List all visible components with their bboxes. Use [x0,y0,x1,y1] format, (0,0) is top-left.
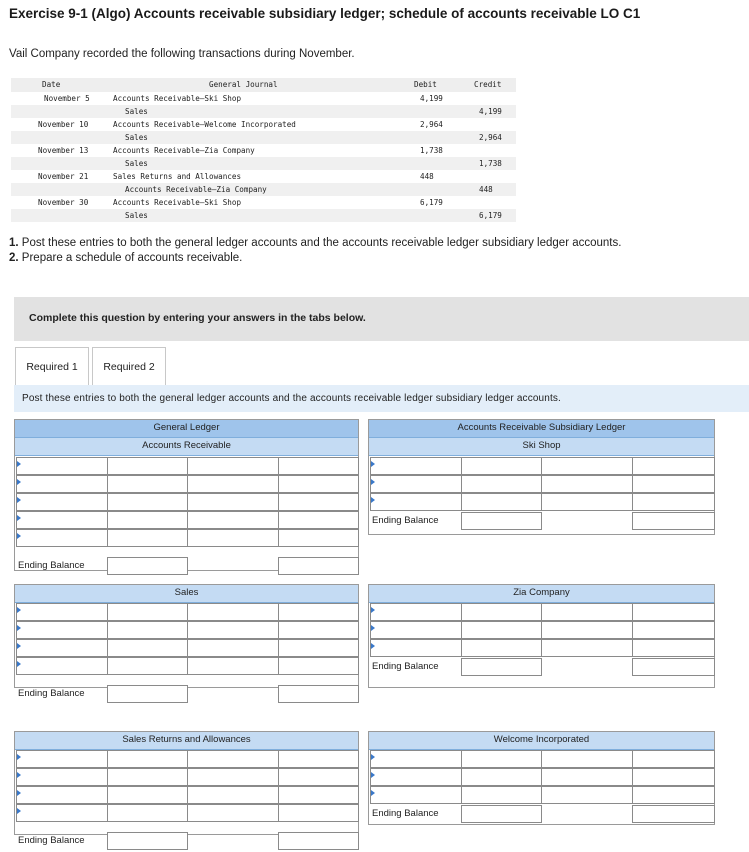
ledger-debit-cell-input[interactable] [462,497,541,513]
ledger-debit-cell[interactable] [107,750,188,768]
journal-row [11,196,516,209]
journal-row [11,209,516,222]
ledger-date-cell-input[interactable] [17,533,107,549]
journal-row [11,183,516,196]
banner-text: Complete this question by entering your answers in the tabs below. [29,312,366,324]
question-1-text: Post these entries to both the general ledger accounts and the accounts receivable ledger subsidiary ledger accounts. [21,237,622,249]
ledger-credit-cell[interactable] [632,750,715,768]
ledger-date-cell[interactable] [16,804,108,822]
ledger-debit-cell[interactable] [541,457,633,475]
ending-balance-credit-cell-input[interactable] [279,689,358,705]
ledger-debit-cell-input[interactable] [108,533,187,549]
ledger-date-cell[interactable] [370,621,462,639]
journal-debit: 6,179 [420,198,443,207]
journal-row [11,118,516,131]
ledger-debit-cell[interactable] [541,621,633,639]
ledger-debit-cell[interactable] [541,493,633,511]
ledger-date-cell[interactable] [370,457,462,475]
question-2-number: 2. [9,252,19,264]
ledger-credit-cell[interactable] [632,621,715,639]
question-2 [9,252,242,264]
ledger-date-cell-input[interactable] [17,808,107,824]
journal-row [11,105,516,118]
ledger-debit-cell-input[interactable] [542,643,632,659]
ledger-debit-cell[interactable] [107,529,188,547]
journal-account: Sales [125,107,148,116]
instructions-banner [14,297,749,341]
journal-date: November 5 [44,94,90,103]
ending-balance-debit-cell[interactable] [461,512,542,530]
ledger-debit-cell[interactable] [541,750,633,768]
ledger-debit-cell-input[interactable] [188,808,278,824]
journal-date: November 10 [38,120,89,129]
ending-balance-debit-cell[interactable] [107,832,188,850]
ending-balance-label: Ending Balance [18,688,85,699]
ledger-date-cell-input[interactable] [371,790,461,806]
ending-balance-label: Ending Balance [372,515,439,526]
ledger-credit-cell-input[interactable] [633,643,714,659]
tab-required-1[interactable]: Required 1 [15,347,89,385]
journal-debit: 4,199 [420,94,443,103]
ending-balance-credit-cell[interactable] [278,685,359,703]
ledger-debit-cell[interactable] [461,750,542,768]
ledger-credit-cell[interactable] [632,475,715,493]
ending-balance-credit-cell[interactable] [632,805,715,823]
ledger-credit-cell-input[interactable] [633,497,714,513]
account-title: Sales [15,585,358,603]
general-journal [11,78,516,222]
journal-date-header: Date [42,80,61,89]
ledger-date-cell[interactable] [370,475,462,493]
account-title: Zia Company [369,585,714,603]
ledger-credit-cell-input[interactable] [279,533,358,549]
ledger-date-cell[interactable] [370,603,462,621]
subsidiary-ledger-header: Accounts Receivable Subsidiary Ledger [369,420,714,438]
ledger-debit-cell[interactable] [107,475,188,493]
ledger-date-cell[interactable] [16,639,108,657]
ledger-date-cell[interactable] [370,493,462,511]
ledger-credit-cell[interactable] [278,603,359,621]
ledger-debit-cell[interactable] [461,603,542,621]
ledger-debit-cell[interactable] [187,639,279,657]
ledger-debit-cell-input[interactable] [188,661,278,677]
tab-instruction [14,385,749,412]
journal-account: Accounts Receivable—Zia Company [125,185,267,194]
tab-required-2[interactable]: Required 2 [92,347,166,385]
journal-credit: 2,964 [479,133,502,142]
ledger-debit-cell[interactable] [107,493,188,511]
ledger-credit-cell[interactable] [278,804,359,822]
ledger-date-cell[interactable] [16,768,108,786]
journal-debit-header: Debit [414,80,437,89]
journal-general-header: General Journal [209,80,278,89]
journal-debit: 2,964 [420,120,443,129]
ledger-debit-cell[interactable] [107,804,188,822]
ledger-debit-cell[interactable] [187,750,279,768]
ledger-debit-cell[interactable] [187,475,279,493]
ledger-debit-cell-input[interactable] [462,790,541,806]
journal-row [11,131,516,144]
ledger-credit-cell[interactable] [278,768,359,786]
subsidiary-ledger-account [368,419,715,535]
ending-balance-credit-cell-input[interactable] [279,836,358,852]
ledger-debit-cell-input[interactable] [108,661,187,677]
ending-balance-credit-cell-input[interactable] [279,561,358,577]
ledger-credit-cell[interactable] [278,750,359,768]
ending-balance-credit-cell[interactable] [632,512,715,530]
ledger-credit-cell[interactable] [632,768,715,786]
ledger-debit-cell[interactable] [461,457,542,475]
ledger-credit-cell[interactable] [632,639,715,657]
ledger-date-cell[interactable] [16,511,108,529]
ending-balance-label: Ending Balance [18,835,85,846]
account-title: Ski Shop [369,438,714,456]
journal-header [11,78,516,92]
ending-balance-debit-cell-input[interactable] [462,516,541,532]
ledger-debit-cell-input[interactable] [188,533,278,549]
general-ledger-header: General Ledger [15,420,358,438]
ledger-date-cell[interactable] [16,621,108,639]
ledger-debit-cell[interactable] [187,457,279,475]
ledger-debit-cell[interactable] [187,529,279,547]
ledger-date-cell[interactable] [16,786,108,804]
ledger-debit-cell[interactable] [107,639,188,657]
ledger-date-cell[interactable] [16,457,108,475]
ledger-credit-cell[interactable] [278,457,359,475]
ledger-debit-cell[interactable] [541,603,633,621]
ledger-debit-cell[interactable] [541,768,633,786]
ledger-date-cell[interactable] [16,475,108,493]
ledger-debit-cell[interactable] [187,511,279,529]
journal-row [11,170,516,183]
journal-account: Accounts Receivable—Zia Company [113,146,255,155]
ledger-debit-cell[interactable] [187,621,279,639]
ledger-debit-cell[interactable] [461,621,542,639]
journal-account: Accounts Receivable—Welcome Incorporated [113,120,296,129]
ledger-debit-cell-input[interactable] [542,497,632,513]
ledger-credit-cell-input[interactable] [279,808,358,824]
ledger-debit-cell[interactable] [107,786,188,804]
journal-credit: 448 [479,185,493,194]
ledger-debit-cell[interactable] [187,493,279,511]
ledger-date-cell-input[interactable] [371,643,461,659]
journal-account: Sales [125,159,148,168]
account-title: Welcome Incorporated [369,732,714,750]
ledger-credit-cell[interactable] [278,475,359,493]
ledger-debit-cell[interactable] [107,603,188,621]
ledger-debit-cell[interactable] [187,786,279,804]
journal-credit: 1,738 [479,159,502,168]
subsidiary-ledger-account [368,731,715,825]
ending-balance-debit-cell-input[interactable] [108,561,187,577]
page-title: Exercise 9-1 (Algo) Accounts receivable subsidiary ledger; schedule of accounts receivable LO C1 [9,6,641,21]
ending-balance-label: Ending Balance [372,808,439,819]
journal-account: Accounts Receivable—Ski Shop [113,94,242,103]
ledger-debit-cell[interactable] [541,639,633,657]
ledger-credit-cell-input[interactable] [633,790,714,806]
ledger-credit-cell[interactable] [632,457,715,475]
general-ledger-account [14,731,359,846]
ledger-debit-cell[interactable] [461,786,542,804]
general-ledger-account [14,419,359,571]
ending-balance-debit-cell-input[interactable] [462,809,541,825]
ledger-debit-cell[interactable] [187,804,279,822]
ending-balance-debit-cell[interactable] [461,658,542,676]
journal-account: Sales [125,211,148,220]
ending-balance-debit-cell-input[interactable] [108,836,187,852]
journal-debit: 448 [420,172,434,181]
ledger-date-cell[interactable] [370,786,462,804]
ledger-date-cell[interactable] [16,750,108,768]
question-2-text: Prepare a schedule of accounts receivable. [21,252,243,264]
ledger-debit-cell[interactable] [541,786,633,804]
ledger-credit-cell[interactable] [632,603,715,621]
ledger-credit-cell[interactable] [278,621,359,639]
ending-balance-debit-cell-input[interactable] [108,689,187,705]
journal-row [11,144,516,157]
ending-balance-debit-cell[interactable] [107,685,188,703]
ledger-date-cell-input[interactable] [371,497,461,513]
ledger-credit-cell[interactable] [632,493,715,511]
journal-date: November 21 [38,172,89,181]
ledger-credit-cell[interactable] [278,529,359,547]
ledger-debit-cell[interactable] [107,511,188,529]
ending-balance-credit-cell-input[interactable] [633,809,714,825]
ending-balance-label: Ending Balance [372,661,439,672]
journal-row [11,92,516,105]
ending-balance-debit-cell[interactable] [461,805,542,823]
ledger-debit-cell[interactable] [461,639,542,657]
ending-balance-label: Ending Balance [18,560,85,571]
ending-balance-credit-cell[interactable] [278,832,359,850]
journal-debit: 1,738 [420,146,443,155]
intro-text: Vail Company recorded the following transactions during November. [9,48,355,60]
ledger-debit-cell[interactable] [107,657,188,675]
question-1-number: 1. [9,237,19,249]
subsidiary-ledger-account [368,584,715,688]
ledger-credit-cell[interactable] [278,511,359,529]
tab-instruction-text: Post these entries to both the general ledger accounts and the accounts receivable ledger subsidiary ledger accounts. [22,393,561,404]
general-ledger-account [14,584,359,699]
ledger-debit-cell[interactable] [461,768,542,786]
ledger-debit-cell[interactable] [461,475,542,493]
ending-balance-debit-cell[interactable] [107,557,188,575]
ledger-date-cell[interactable] [16,529,108,547]
ledger-debit-cell-input[interactable] [462,643,541,659]
journal-credit: 6,179 [479,211,502,220]
ledger-debit-cell-input[interactable] [542,790,632,806]
ledger-credit-cell[interactable] [278,657,359,675]
ledger-date-cell[interactable] [16,657,108,675]
ledger-credit-cell[interactable] [278,493,359,511]
journal-date: November 30 [38,198,89,207]
ledger-debit-cell-input[interactable] [108,808,187,824]
journal-credit: 4,199 [479,107,502,116]
ledger-date-cell[interactable] [16,603,108,621]
ledger-credit-cell-input[interactable] [279,661,358,677]
journal-account: Accounts Receivable—Ski Shop [113,198,242,207]
ledger-credit-cell[interactable] [278,786,359,804]
journal-account: Sales [125,133,148,142]
ledger-debit-cell[interactable] [107,457,188,475]
ledger-debit-cell[interactable] [187,768,279,786]
ledger-credit-cell[interactable] [632,786,715,804]
account-title: Accounts Receivable [15,438,358,456]
ledger-debit-cell[interactable] [541,475,633,493]
journal-account: Sales Returns and Allowances [113,172,242,181]
journal-row [11,157,516,170]
ending-balance-debit-cell-input[interactable] [462,662,541,678]
journal-date: November 13 [38,146,89,155]
ledger-debit-cell[interactable] [461,493,542,511]
ending-balance-credit-cell-input[interactable] [633,516,714,532]
ledger-debit-cell[interactable] [107,768,188,786]
ending-balance-credit-cell-input[interactable] [633,662,714,678]
ending-balance-credit-cell[interactable] [278,557,359,575]
journal-credit-header: Credit [474,80,502,89]
ledger-credit-cell[interactable] [278,639,359,657]
account-title: Sales Returns and Allowances [15,732,358,750]
ledger-debit-cell[interactable] [187,603,279,621]
ledger-date-cell[interactable] [16,493,108,511]
ledger-date-cell[interactable] [370,768,462,786]
ledger-debit-cell[interactable] [187,657,279,675]
ledger-date-cell-input[interactable] [17,661,107,677]
ledger-date-cell[interactable] [370,639,462,657]
ledger-debit-cell[interactable] [107,621,188,639]
ending-balance-credit-cell[interactable] [632,658,715,676]
ledger-date-cell[interactable] [370,750,462,768]
question-1 [9,237,621,249]
